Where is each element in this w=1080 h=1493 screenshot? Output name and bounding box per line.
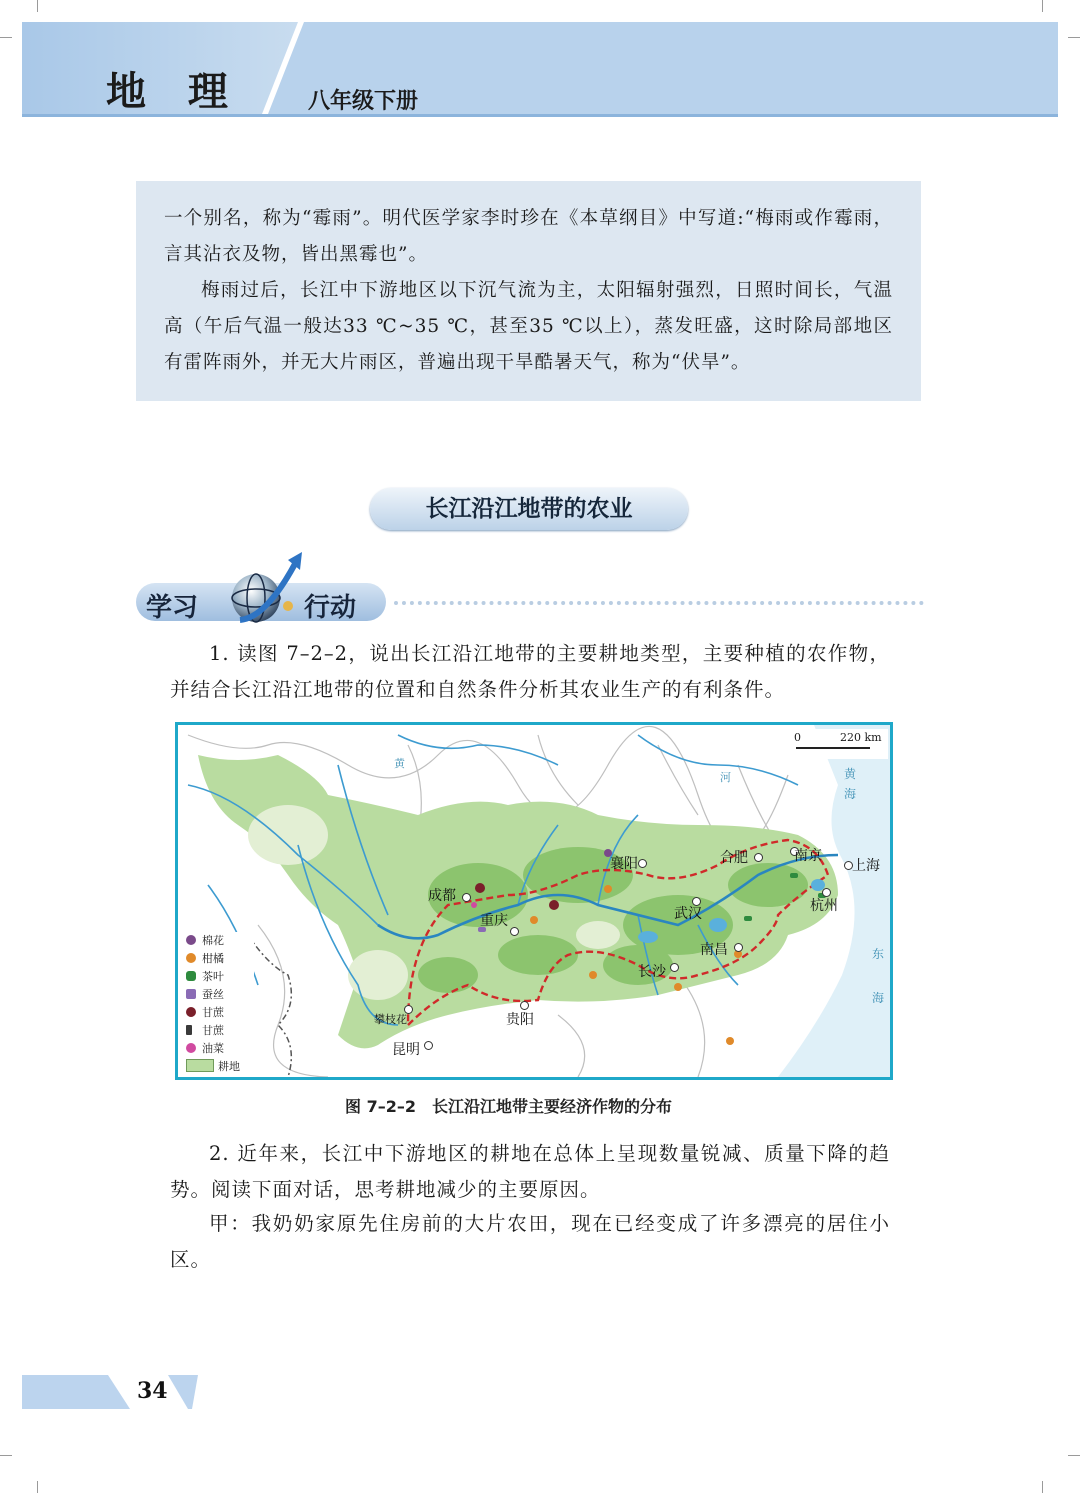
- page-number: 34: [137, 1378, 168, 1404]
- city-label: 上海: [852, 858, 880, 874]
- rapeseed-icon: [186, 1043, 196, 1053]
- activity-word-act: 行动: [304, 593, 357, 623]
- city-marker: [638, 859, 647, 868]
- cropland-swatch: [186, 1059, 214, 1072]
- city-marker: [510, 927, 519, 936]
- crop-mark: [0, 37, 12, 38]
- scale-bar: [796, 747, 870, 749]
- city-label: 南京: [794, 848, 822, 864]
- crop-mark: [1042, 0, 1043, 12]
- legend-item: 柑橘: [186, 950, 224, 968]
- dotted-divider: [394, 601, 924, 605]
- learning-activity-banner: [136, 550, 926, 630]
- dialogue-line: 甲：我奶奶家原先住房前的大片农田，现在已经变成了许多漂亮的居住小区。: [170, 1212, 890, 1271]
- city-label: 武汉: [674, 906, 702, 922]
- sea-label: 东: [872, 947, 885, 961]
- legend-item: 蚕丝: [186, 986, 224, 1004]
- legend-item: 甘蔗: [186, 1004, 224, 1022]
- reading-box: [136, 181, 921, 401]
- question-1: 1. 读图 7–2–2，说出长江沿江地带的主要耕地类型，主要种植的农作物，并结合长江沿江地带的位置和自然条件分析其农业生产的有利条件。: [170, 642, 890, 701]
- footer-band: [22, 1375, 198, 1409]
- figure-caption: 图 7–2–2 长江沿江地带主要经济作物的分布: [345, 1097, 672, 1116]
- city-marker: [424, 1041, 433, 1050]
- map-scale: [788, 729, 888, 759]
- page-header: [22, 22, 1058, 118]
- crop-mark: [1068, 37, 1080, 38]
- city-marker: [670, 963, 679, 972]
- scale-zero: 0: [794, 731, 801, 744]
- crop-mark: [1068, 1455, 1080, 1456]
- grade-label: 八年级下册: [308, 89, 419, 114]
- legend-item: 棉花: [186, 932, 224, 950]
- city-marker: [754, 853, 763, 862]
- city-label: 重庆: [480, 913, 508, 929]
- map-legend: [182, 932, 254, 1077]
- crop-mark: [1042, 1481, 1043, 1493]
- crop-mark: [37, 1481, 38, 1493]
- reading-paragraph: 梅雨过后，长江中下游地区以下沉气流为主，太阳辐射强烈，日照时间长，气温高（午后气温一般达33 ℃~35 ℃，甚至35 ℃以上），蒸发旺盛，这时除局部地区有雷阵雨外，并无大片雨区，普遍出现干旱酷暑天气，称为“伏旱”。: [164, 280, 893, 373]
- tea-icon: [186, 971, 196, 981]
- city-marker: [462, 893, 471, 902]
- city-label: 杭州: [810, 898, 838, 914]
- river-label: 黄: [394, 757, 405, 770]
- legend-item: 油菜: [186, 1040, 224, 1058]
- legend-item: 茶叶: [186, 968, 224, 986]
- map-graphic: [178, 725, 890, 1077]
- sea-label: 黄: [844, 767, 857, 781]
- city-marker: [734, 943, 743, 952]
- crop-distribution-map: [175, 722, 893, 1080]
- city-label: 合肥: [720, 850, 748, 866]
- legend-item: 耕地: [186, 1058, 240, 1076]
- city-label: 攀枝花: [374, 1013, 407, 1026]
- sugarcane-icon: [186, 1007, 196, 1017]
- city-label: 长沙: [638, 964, 666, 980]
- section-title: 长江沿江地带的农业: [370, 488, 688, 530]
- city-label: 成都: [428, 888, 456, 904]
- city-label: 南昌: [700, 942, 728, 958]
- city-label: 贵阳: [506, 1012, 534, 1028]
- city-label: 昆明: [392, 1042, 420, 1058]
- sea-label: 海: [844, 787, 857, 801]
- crop-mark: [37, 0, 38, 12]
- reading-paragraph: 一个别名，称为“霉雨”。明代医学家李时珍在《本草纲目》中写道:“梅雨或作霉雨，言其沾衣及物，皆出黑霉也”。: [164, 208, 893, 265]
- river-label: 河: [720, 771, 731, 784]
- sugarcane-stalk-icon: [186, 1025, 192, 1035]
- question-2: 2. 近年来，长江中下游地区的耕地在总体上呈现数量锐减、质量下降的趋势。阅读下面对话，思考耕地减少的主要原因。: [170, 1142, 890, 1201]
- citrus-icon: [186, 953, 196, 963]
- subject-title: 地 理: [106, 69, 242, 115]
- globe-arrow-icon: [222, 550, 308, 630]
- activity-word-learn: 学习: [146, 593, 199, 623]
- silk-icon: [186, 989, 196, 999]
- scale-distance: 220 km: [840, 731, 882, 744]
- legend-item: 甘蔗: [186, 1022, 224, 1040]
- cotton-icon: [186, 935, 196, 945]
- crop-mark: [0, 1455, 12, 1456]
- sea-label: 海: [872, 991, 885, 1005]
- city-label: 襄阳: [610, 856, 638, 872]
